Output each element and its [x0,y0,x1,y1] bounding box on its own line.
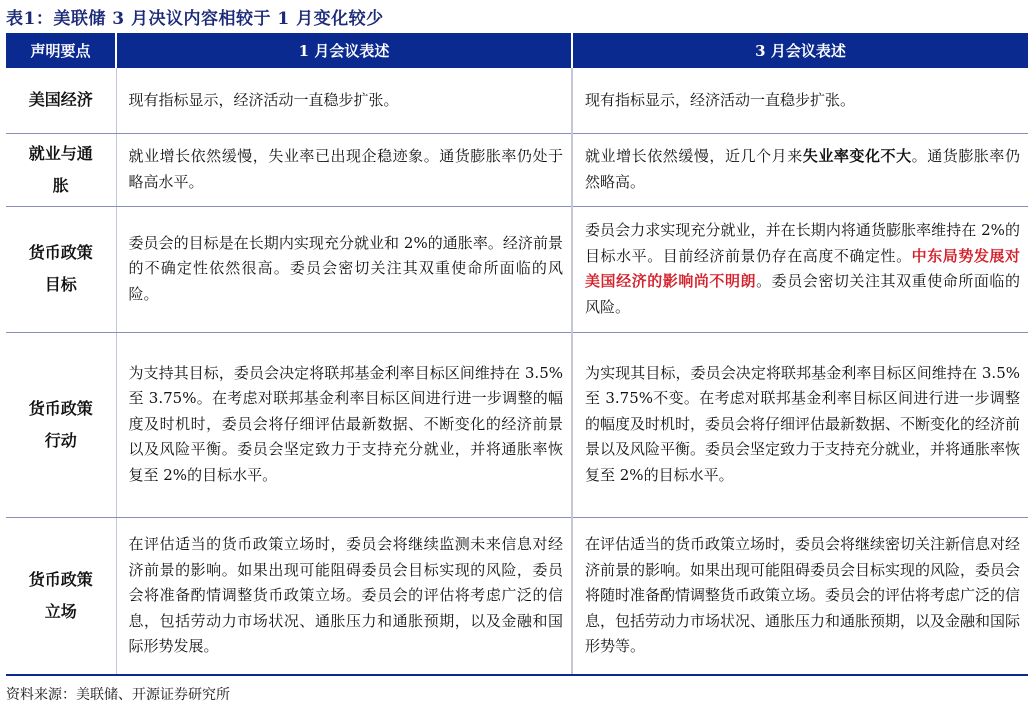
mar-text: 就业增长依然缓慢，近几个月来 [585,147,803,165]
row-key: 货币政策立场 [6,517,116,675]
mar-text: 。委员会密切关注其双重使命所面临的风险。 [585,272,1020,316]
table-row [6,206,1028,332]
mar-statement [572,206,1028,332]
jan-statement: 在评估适当的货币政策立场时，委员会将继续监测未来信息对经济前景的影响。如果出现可能阻碍委员会目标实现的风险，委员会将准备酌情调整货币政策立场。委员会的评估将考虑广泛的信息，包括劳动力市场状况、通胀压力和通胀预期，以及金融和国际形势发展。 [116,517,572,675]
mar-statement: 为实现其目标，委员会决定将联邦基金利率目标区间维持在 3.5%至 3.75%不变。在考虑对联邦基金利率目标区间进行进一步调整的幅度及时机时，委员会将仔细评估最新数据、不断变化的经济前景以及风险平衡。委员会坚定致力于支持充分就业，并将通胀率恢复至 2%的目标水平。 [572,332,1028,517]
row-key: 就业与通胀 [6,133,116,206]
mar-statement [572,133,1028,206]
table-row [6,68,1028,133]
table-title: 表1：美联储 3 月决议内容相较于 1 月变化较少 [6,9,384,29]
table-row [6,133,1028,206]
table-header-row [6,33,1028,68]
red-highlight: 中东局势发展对美国经济的影响尚不明朗 [585,246,1020,290]
header-key-point: 声明要点 [6,33,116,68]
header-january: 1 月会议表述 [116,33,572,68]
source-note: 资料来源：美联储、开源证券研究所 [6,687,230,703]
bold-highlight: 失业率变化不大 [802,147,912,165]
mar-statement: 现有指标显示，经济活动一直稳步扩张。 [572,68,1028,133]
table-row [6,517,1028,675]
jan-statement: 现有指标显示，经济活动一直稳步扩张。 [116,68,572,133]
mar-text: 。通货膨胀率仍然略高。 [585,147,1020,191]
row-key: 货币政策目标 [6,206,116,332]
row-key: 货币政策行动 [6,332,116,517]
jan-statement: 就业增长依然缓慢，失业率已出现企稳迹象。通货膨胀率仍处于略高水平。 [116,133,572,206]
mar-text: 委员会力求实现充分就业，并在长期内将通货膨胀率维持在 2%的目标水平。目前经济前景仍存在高度不确定性。 [585,221,1020,265]
mar-statement: 在评估适当的货币政策立场时，委员会将继续密切关注新信息对经济前景的影响。如果出现可能阻碍委员会目标实现的风险，委员会将随时准备酌情调整货币政策立场。委员会的评估将考虑广泛的信息，包括劳动力市场状况、通胀压力和通胀预期，以及金融和国际形势等。 [572,517,1028,675]
header-march: 3 月会议表述 [572,33,1028,68]
jan-statement: 委员会的目标是在长期内实现充分就业和 2%的通胀率。经济前景的不确定性依然很高。委员会密切关注其双重使命所面临的风险。 [116,206,572,332]
table-row [6,332,1028,517]
jan-statement: 为支持其目标，委员会决定将联邦基金利率目标区间维持在 3.5%至 3.75%。在考虑对联邦基金利率目标区间进行进一步调整的幅度及时机时，委员会将仔细评估最新数据、不断变化的经济前景以及风险平衡。委员会坚定致力于支持充分就业，并将通胀率恢复至 2%的目标水平。 [116,332,572,517]
row-key: 美国经济 [6,68,116,133]
fomc-comparison-table [6,33,1028,676]
